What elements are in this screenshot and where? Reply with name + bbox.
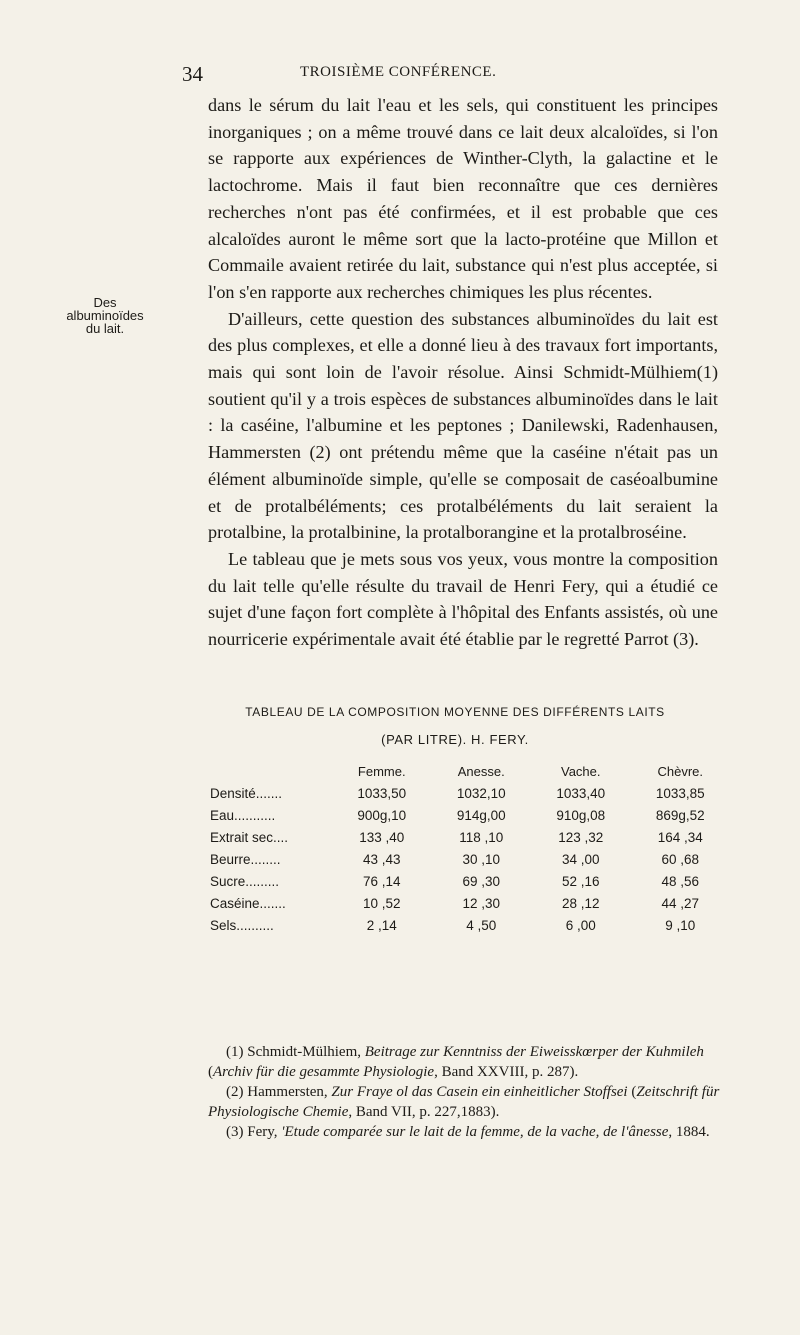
footnote-paren: ( (208, 1064, 213, 1080)
table-cell: 34 ,00 (561, 851, 600, 867)
table-row (210, 804, 730, 826)
footnote (208, 1082, 722, 1122)
row-label: Densité....... (210, 785, 283, 801)
row-label: Beurre........ (210, 851, 281, 867)
table-row (210, 892, 730, 914)
table-cell: 28 ,12 (561, 895, 600, 911)
table-cell: 60 ,68 (661, 851, 700, 867)
footnote (208, 1122, 722, 1142)
table-cell: 1033,85 (655, 785, 705, 801)
running-head (182, 62, 772, 86)
table-cell: 9 ,10 (665, 917, 696, 933)
footnote-paren: ( (627, 1084, 637, 1100)
paragraph: Le tableau que je mets sous vos yeux, vous montre la composition du lait telle qu'elle résulte du travail de Henri Fery, qui a étudié ce sujet d'une façon fort complète à l'hôpital des Enfants assistés, où une nourricerie expérimentale avait été établie par le regretté Parrot (3). (208, 548, 718, 650)
footnote-mark: (2) (226, 1084, 244, 1100)
table-cell: 123 ,32 (558, 829, 604, 845)
composition-table (210, 764, 730, 936)
table-cell: 10 ,52 (362, 895, 401, 911)
table-cell: 1033,40 (556, 785, 606, 801)
paragraph: dans le sérum du lait l'eau et les sels, qui constituent les principes inorganiques ; on a même trouvé dans ce lait deux alcaloïdes, si l'on se rapporte aux expériences de Winther-Clyth, la galactine et le lactochrome. Mais il faut bien reconnaître que ces dernières recherches n'ont pas été confirmées, et il est probable que ces alcaloïdes auront le même sort que la lacto-protéine que Millon et Commaile avaient retirée du lait, substance qui n'est plus acceptée, si l'on s'en rapporte aux recherches chimiques les plus récentes. (208, 95, 718, 302)
table-row (210, 782, 730, 804)
table-row (210, 826, 730, 848)
header-cell-empty (210, 764, 332, 782)
row-label: Sucre......... (210, 873, 280, 889)
footnote-title: 'Etude comparée sur le lait de la femme, de la vache, de l'ânesse (281, 1124, 669, 1140)
footnotes (208, 1042, 722, 1142)
page-number: 34 (182, 62, 203, 86)
footnote-journal: Zeitschrift für Physiologische Chemie (208, 1084, 720, 1120)
table-cell: 914g,00 (456, 807, 506, 823)
column-header: Femme. (357, 764, 406, 779)
table-row (210, 848, 730, 870)
table-row (210, 914, 730, 936)
footnote-rest: 1884. (675, 1124, 710, 1140)
table-cell: 30 ,10 (462, 851, 501, 867)
header-title: TROISIÈME CONFÉRENCE. (300, 64, 497, 80)
row-label: Sels.......... (210, 917, 274, 933)
table-row (210, 870, 730, 892)
table-cell: 69 ,30 (462, 873, 501, 889)
footnote-title: Beitrage zur Kenntniss der Eiweisskœrper der Kuhmileh (364, 1044, 704, 1060)
footnote-mark: (1) (226, 1044, 244, 1060)
table-cell: 910g,08 (556, 807, 606, 823)
table-cell: 2 ,14 (366, 917, 397, 933)
table-cell: 1033,50 (357, 785, 407, 801)
table-cell: 6 ,00 (565, 917, 596, 933)
table-cell: 48 ,56 (661, 873, 700, 889)
footnote-mark: (3) (226, 1124, 244, 1140)
table-cell: 52 ,16 (561, 873, 600, 889)
table-cell: 869g,52 (655, 807, 705, 823)
margin-note-line: albuminoïdes (66, 308, 144, 323)
footnote-rest: , Band VII, p. 227,1883). (348, 1104, 500, 1120)
column-header: Vache. (560, 764, 601, 779)
margin-note (60, 296, 150, 335)
table-cell: 76 ,14 (362, 873, 401, 889)
column-header: Anesse. (457, 764, 505, 779)
table-title: TABLEAU DE LA COMPOSITION MOYENNE DES DIFFÉRENTS LAITS (245, 705, 665, 719)
table-cell: 900g,10 (357, 807, 407, 823)
footnote-paren: , (668, 1124, 676, 1140)
table-header-row (210, 764, 730, 782)
table-cell: 1032,10 (456, 785, 506, 801)
row-label: Eau........... (210, 807, 276, 823)
paragraph: D'ailleurs, cette question des substances albuminoïdes du lait est des plus complexes, et elle a donné lieu à des travaux fort importants, mais qui sont loin de l'avoir résolue. Ainsi Schmidt-Mülhiem(1) soutient qu'il y a trois espèces de substances albuminoïdes dans le lait : la caséine, l'albumine et les peptones ; Danilewski, Radenhausen, Hammersten (2) ont prétendu même que la caséine n'était pas un élément albuminoïde simple, qu'elle se composait de caséoalbumine et de protalbéléments; ces protalbéléments du lait seraient la protalbine, la protalbinine, la protalborangine et la protalbroséine. (208, 308, 718, 543)
row-label: Extrait sec.... (210, 829, 289, 845)
margin-note-line: Des (93, 295, 117, 310)
footnote-rest: , Band XXVIII, p. 287). (434, 1064, 579, 1080)
table-cell: 133 ,40 (359, 829, 405, 845)
footnote-author: Hammersten, (247, 1084, 332, 1100)
table-cell: 4 ,50 (466, 917, 497, 933)
table-cell: 43 ,43 (362, 851, 401, 867)
table-cell: 44 ,27 (661, 895, 700, 911)
margin-note-line: du lait. (85, 321, 125, 336)
footnote-author: Schmidt-Mülhiem, (247, 1044, 365, 1060)
table-cell: 164 ,34 (657, 829, 703, 845)
footnote-journal: Archiv für die gesammte Physiologie (213, 1064, 435, 1080)
table-cell: 118 ,10 (459, 829, 504, 845)
row-label: Caséine....... (210, 895, 286, 911)
footnote-author: Fery, (247, 1124, 282, 1140)
footnote-title: Zur Fraye ol das Casein ein einheitlicher Stoffsei (331, 1084, 628, 1100)
table-subtitle: (PAR LITRE). H. FERY. (381, 732, 529, 747)
body-text (208, 92, 718, 653)
footnote (208, 1042, 722, 1082)
column-header: Chèvre. (657, 764, 704, 779)
table-cell: 12 ,30 (462, 895, 501, 911)
